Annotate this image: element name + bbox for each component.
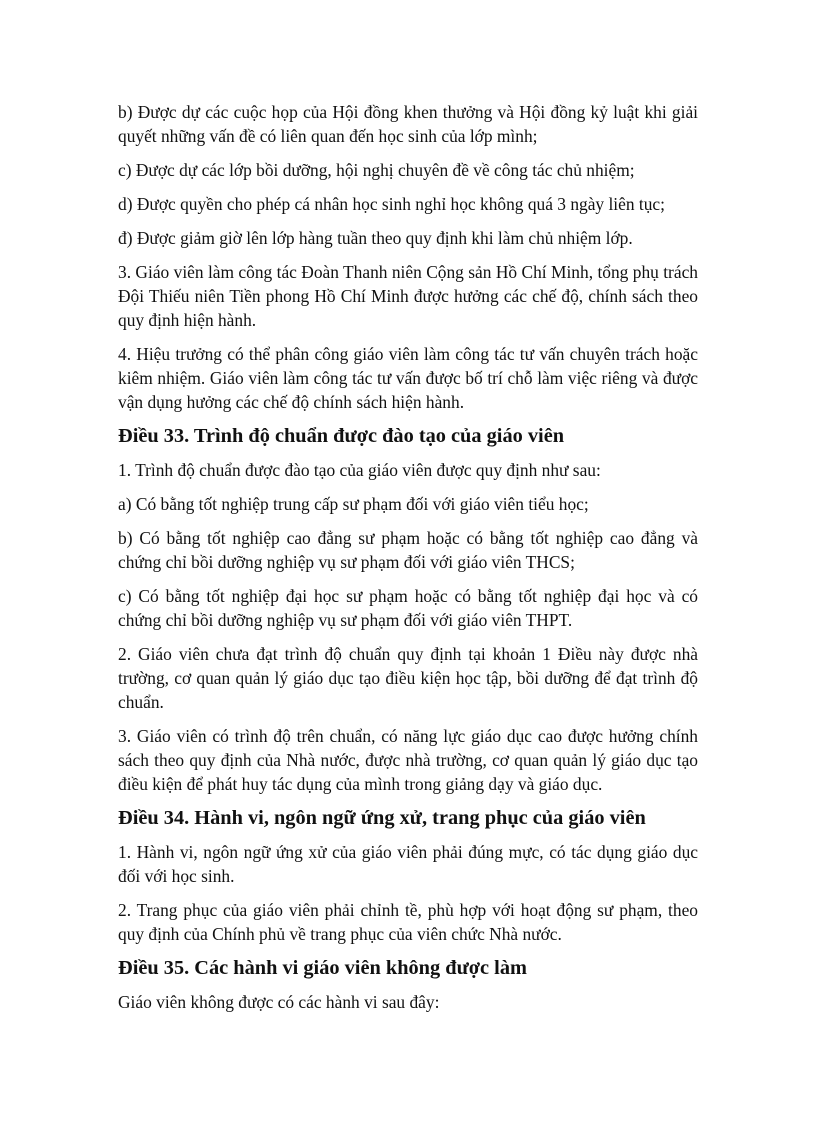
heading-article-35: Điều 35. Các hành vi giáo viên không được làm <box>118 957 527 979</box>
paragraph-b-meetings: b) Được dự các cuộc họp của Hội đồng khen thưởng và Hội đồng kỷ luật khi giải quyết những vấn đề có liên quan đến học sinh của lớp mình; <box>118 102 698 146</box>
heading-article-33: Điều 33. Trình độ chuẩn được đào tạo của giáo viên <box>118 425 565 447</box>
paragraph-34-1: 1. Hành vi, ngôn ngữ ứng xử của giáo viên phải đúng mực, có tác dụng giáo dục đối với học sinh. <box>118 842 698 886</box>
paragraph-33-b: b) Có bằng tốt nghiệp cao đẳng sư phạm hoặc có bằng tốt nghiệp cao đẳng và chứng chỉ bồi dưỡng nghiệp vụ sư phạm đối với giáo viên THCS; <box>118 528 698 572</box>
paragraph-33-1: 1. Trình độ chuẩn được đào tạo của giáo viên được quy định như sau: <box>118 460 601 480</box>
paragraph-33-a: a) Có bằng tốt nghiệp trung cấp sư phạm đối với giáo viên tiểu học; <box>118 494 589 514</box>
paragraph-33-2: 2. Giáo viên chưa đạt trình độ chuẩn quy định tại khoản 1 Điều này được nhà trường, cơ quan quản lý giáo dục tạo điều kiện học tập, bồi dưỡng để đạt trình độ chuẩn. <box>118 644 698 712</box>
paragraph-dd-reduced-hours: đ) Được giảm giờ lên lớp hàng tuần theo quy định khi làm chủ nhiệm lớp. <box>118 228 633 248</box>
heading-article-34: Điều 34. Hành vi, ngôn ngữ ứng xử, trang phục của giáo viên <box>118 807 646 829</box>
paragraph-33-3: 3. Giáo viên có trình độ trên chuẩn, có năng lực giáo dục cao được hưởng chính sách theo quy định của Nhà nước, được nhà trường, cơ quan quản lý giáo dục tạo điều kiện để phát huy tác dụng của mình trong giảng dạy và giáo dục. <box>118 726 698 794</box>
document-page <box>118 100 698 1024</box>
paragraph-d-leave-permission: d) Được quyền cho phép cá nhân học sinh nghỉ học không quá 3 ngày liên tục; <box>118 194 665 214</box>
paragraph-3-youth-union: 3. Giáo viên làm công tác Đoàn Thanh niên Cộng sản Hồ Chí Minh, tổng phụ trách Đội Thiếu niên Tiền phong Hồ Chí Minh được hưởng các chế độ, chính sách theo quy định hiện hành. <box>118 262 698 330</box>
paragraph-c-training: c) Được dự các lớp bồi dưỡng, hội nghị chuyên đề về công tác chủ nhiệm; <box>118 160 635 180</box>
paragraph-34-2: 2. Trang phục của giáo viên phải chỉnh tề, phù hợp với hoạt động sư phạm, theo quy định của Chính phủ về trang phục của viên chức Nhà nước. <box>118 900 698 944</box>
paragraph-35-intro: Giáo viên không được có các hành vi sau đây: <box>118 992 440 1012</box>
paragraph-33-c: c) Có bằng tốt nghiệp đại học sư phạm hoặc có bằng tốt nghiệp đại học và có chứng chỉ bồi dưỡng nghiệp vụ sư phạm đối với giáo viên THPT. <box>118 586 698 630</box>
paragraph-4-counseling: 4. Hiệu trưởng có thể phân công giáo viên làm công tác tư vấn chuyên trách hoặc kiêm nhiệm. Giáo viên làm công tác tư vấn được bố trí chỗ làm việc riêng và được vận dụng hưởng các chế độ chính sách hiện hành. <box>118 344 698 412</box>
